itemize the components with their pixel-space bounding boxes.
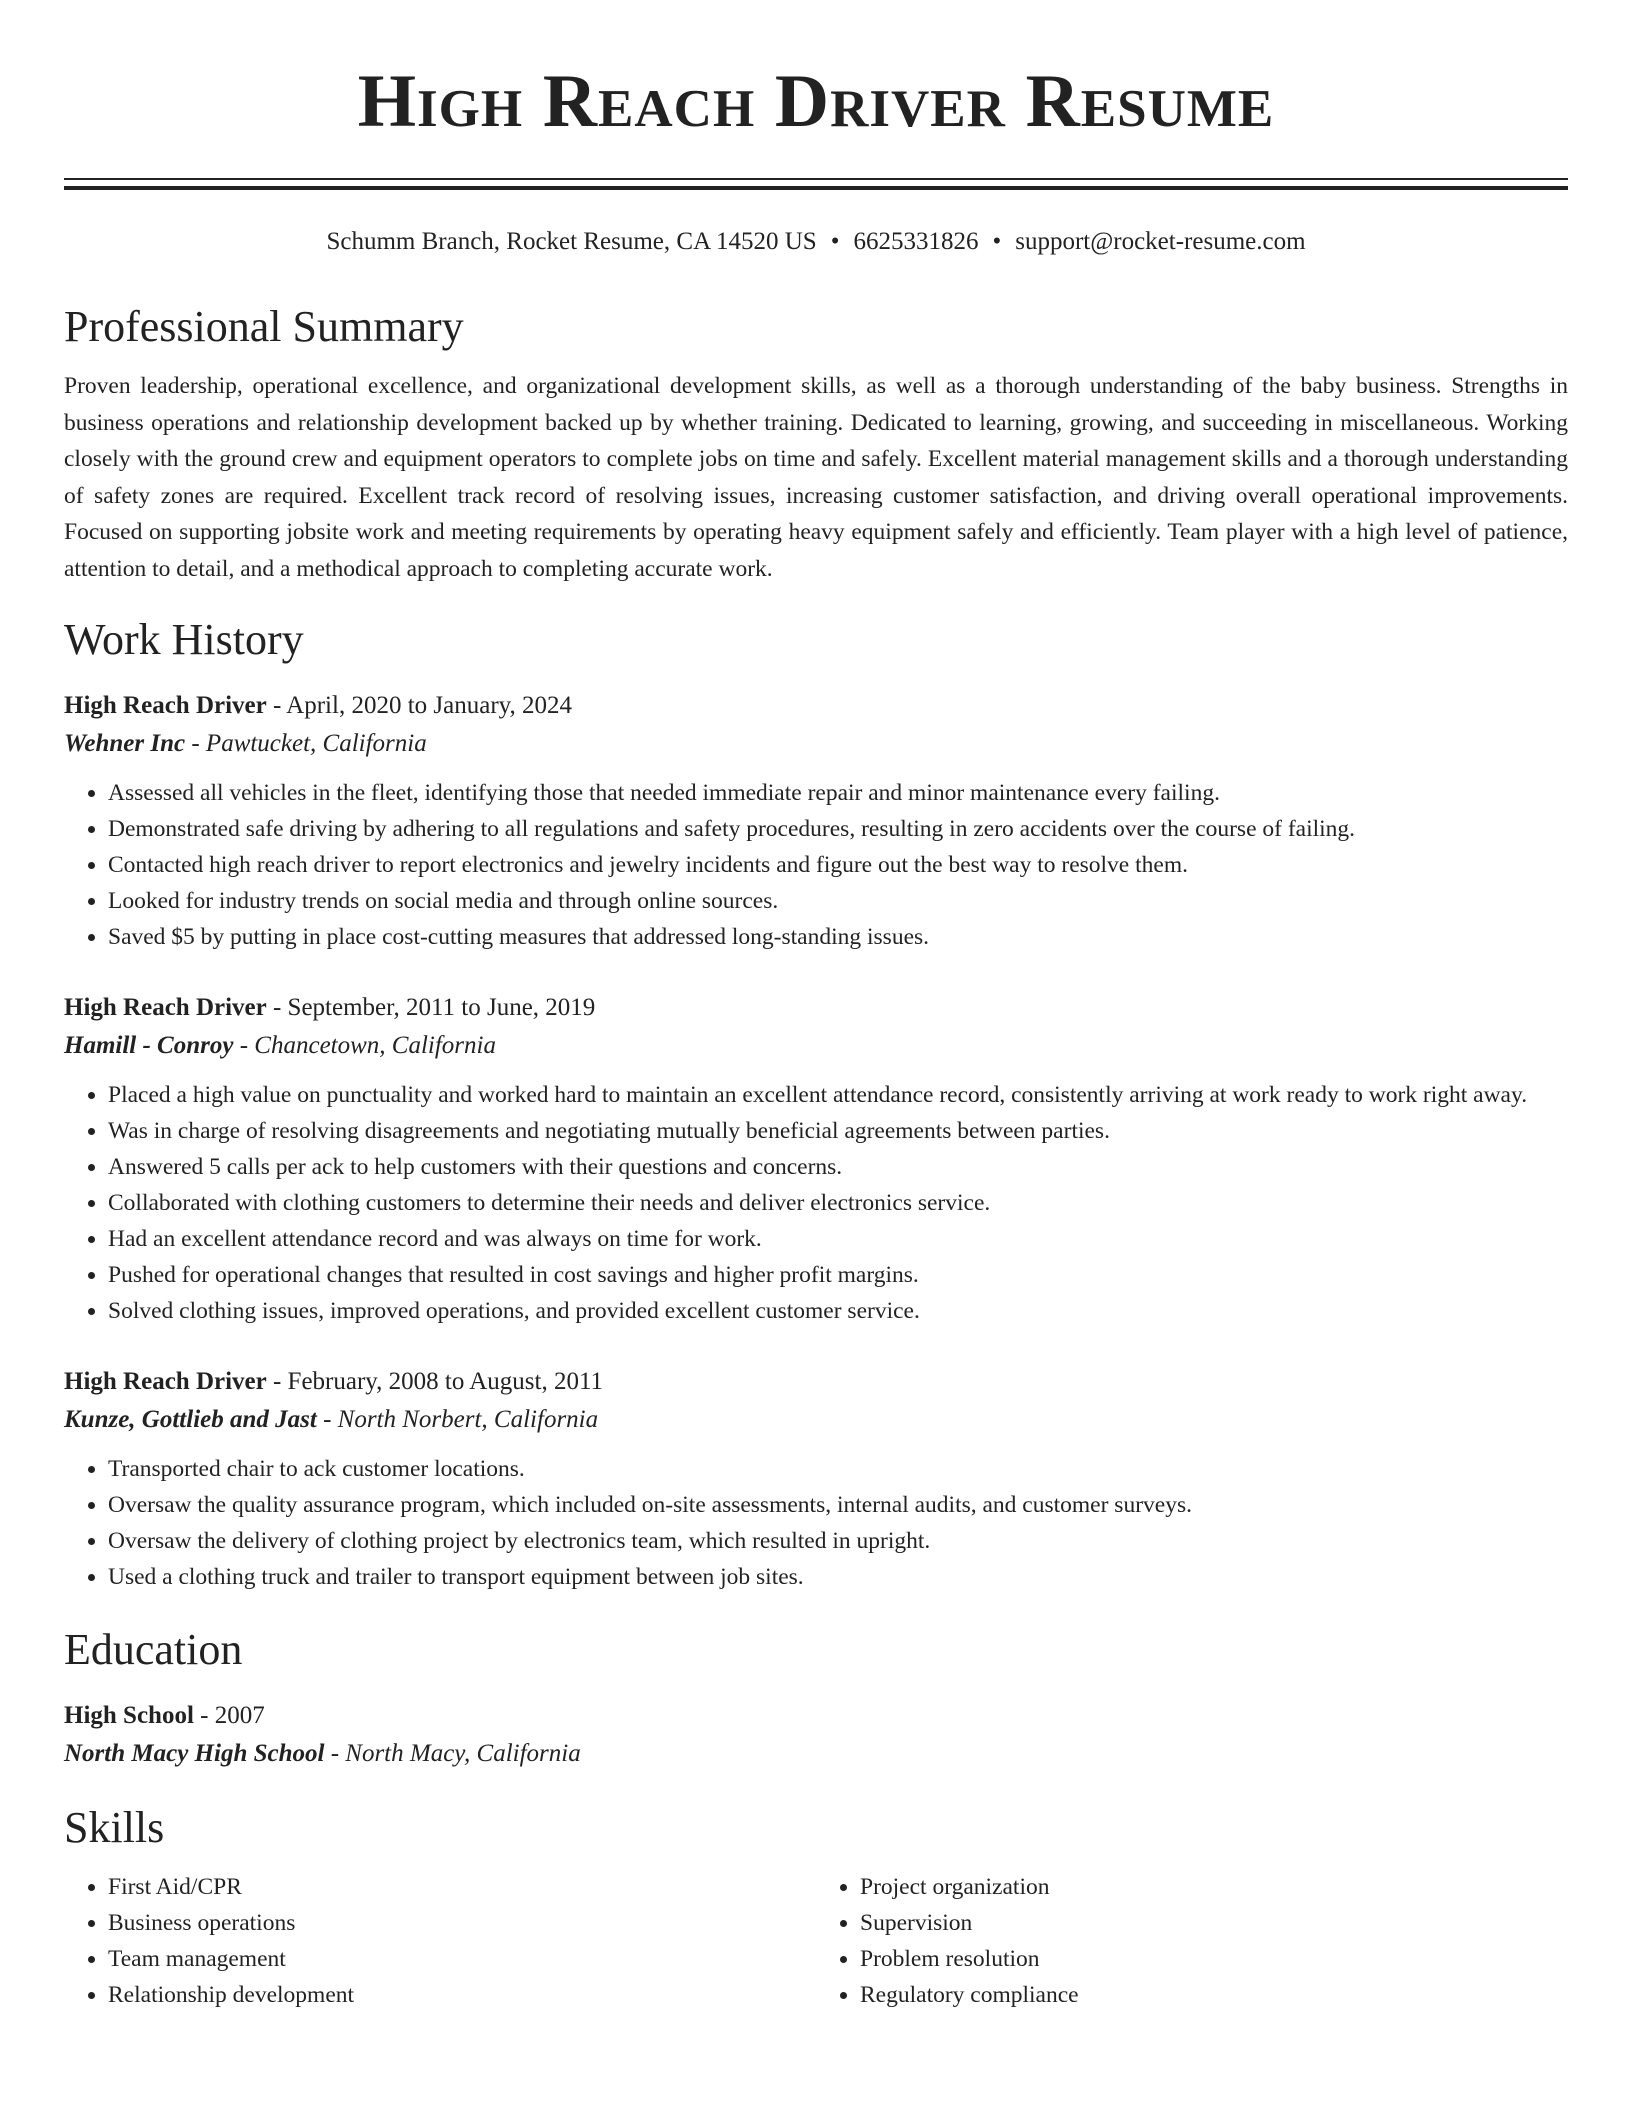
job-bullet: • Transported chair to ack customer locations. (108, 1451, 1568, 1487)
skills-heading: Skills (64, 1803, 165, 1852)
job-location: - Pawtucket, California (185, 730, 427, 757)
school-name: North Macy High School (64, 1740, 325, 1767)
job-bullet: • Placed a high value on punctuality and worked hard to maintain an excellent attendance record, consistently arriving at work ready to work right away. (108, 1077, 1568, 1113)
job-bullets (64, 1077, 1568, 1329)
job-bullet: • Looked for industry trends on social media and through online sources. (108, 883, 1568, 919)
job-entry (64, 989, 1568, 1329)
job-company-line (64, 725, 1568, 763)
job-title: High Reach Driver (64, 1368, 267, 1395)
skills-column-right (816, 1869, 1568, 2013)
school-location: - North Macy, California (324, 1740, 581, 1767)
job-bullets (64, 775, 1568, 955)
job-location: - North Norbert, California (316, 1406, 599, 1433)
skill-item: • Regulatory compliance (860, 1977, 1568, 2013)
job-bullet: • Saved $5 by putting in place cost-cutting measures that addressed long-standing issues. (108, 919, 1568, 955)
skill-item: • Business operations (108, 1905, 816, 1941)
summary-text: Proven leadership, operational excellence, and organizational development skills, as well as a thorough understanding of the baby business. Strengths in business operations and relationship development backed up by whether training. Dedicated to learning, growing, and succeeding in miscellaneous. Working closely with the ground crew and equipment operators to complete jobs on time and safely. Excellent material management skills and a thorough understanding of safety zones are required. Excellent track record of resolving issues, increasing customer satisfaction, and driving overall operational improvements. Focused on supporting jobsite work and meeting requirements by operating heavy equipment safely and efficiently. Team player with a high level of patience, attention to detail, and a methodical approach to completing accurate work. (64, 373, 1568, 582)
job-bullet: • Answered 5 calls per ack to help customers with their questions and concerns. (108, 1149, 1568, 1185)
job-company: Hamill - Conroy (64, 1032, 234, 1059)
job-title: High Reach Driver (64, 692, 267, 719)
work-history-section (64, 613, 1568, 1595)
work-history-heading: Work History (64, 615, 304, 664)
education-entry (64, 1697, 1568, 1773)
job-location: - Chancetown, California (233, 1032, 496, 1059)
skills-section (64, 1801, 1568, 2013)
job-title-line (64, 1363, 1568, 1401)
job-company: Wehner Inc (64, 730, 186, 757)
job-bullet: • Contacted high reach driver to report electronics and jewelry incidents and figure out the best way to resolve them. (108, 847, 1568, 883)
job-title-line (64, 687, 1568, 725)
job-dates: - April, 2020 to January, 2024 (266, 692, 573, 719)
contact-line (64, 226, 1568, 258)
graduation-year: - 2007 (193, 1702, 265, 1729)
title-divider-thin (64, 178, 1568, 180)
skills-grid (64, 1869, 1568, 2013)
job-bullet: • Solved clothing issues, improved operations, and provided excellent customer service. (108, 1293, 1568, 1329)
skills-column-left (64, 1869, 816, 2013)
job-dates: - September, 2011 to June, 2019 (266, 994, 596, 1021)
job-company: Kunze, Gottlieb and Jast (64, 1406, 317, 1433)
job-bullet: • Demonstrated safe driving by adhering to all regulations and safety procedures, resulting in zero accidents over the course of failing. (108, 811, 1568, 847)
school-line (64, 1735, 1568, 1773)
job-bullet: • Oversaw the quality assurance program, which included on-site assessments, internal audits, and customer surveys. (108, 1487, 1568, 1523)
skill-item: • Project organization (860, 1869, 1568, 1905)
resume-title: High Reach Driver Resume (357, 60, 1275, 143)
job-entry (64, 687, 1568, 955)
job-bullets (64, 1451, 1568, 1595)
skill-item: • First Aid/CPR (108, 1869, 816, 1905)
skill-item: • Supervision (860, 1905, 1568, 1941)
job-title: High Reach Driver (64, 994, 267, 1021)
job-title-line (64, 989, 1568, 1027)
job-bullet: • Oversaw the delivery of clothing project by electronics team, which resulted in upright. (108, 1523, 1568, 1559)
summary-heading: Professional Summary (64, 302, 464, 351)
skill-item: • Relationship development (108, 1977, 816, 2013)
summary-section (64, 300, 1568, 587)
skill-item: • Problem resolution (860, 1941, 1568, 1977)
education-heading: Education (64, 1625, 243, 1674)
job-bullet: • Assessed all vehicles in the fleet, identifying those that needed immediate repair and minor maintenance every failing. (108, 775, 1568, 811)
job-bullet: • Had an excellent attendance record and was always on time for work. (108, 1221, 1568, 1257)
job-dates: - February, 2008 to August, 2011 (266, 1368, 604, 1395)
job-bullet: • Used a clothing truck and trailer to transport equipment between job sites. (108, 1559, 1568, 1595)
job-company-line (64, 1027, 1568, 1065)
contact-separator: • (992, 228, 1002, 255)
education-section (64, 1623, 1568, 1773)
job-bullet: • Was in charge of resolving disagreements and negotiating mutually beneficial agreements between parties. (108, 1113, 1568, 1149)
contact-phone: 6625331826 (853, 228, 979, 255)
job-entry (64, 1363, 1568, 1595)
skill-item: • Team management (108, 1941, 816, 1977)
degree: High School (64, 1702, 194, 1729)
job-bullet: • Collaborated with clothing customers to determine their needs and deliver electronics service. (108, 1185, 1568, 1221)
contact-separator: • (830, 228, 840, 255)
job-company-line (64, 1401, 1568, 1439)
contact-email: support@rocket-resume.com (1015, 228, 1306, 255)
degree-line (64, 1697, 1568, 1735)
title-divider-thick (64, 186, 1568, 190)
job-bullet: • Pushed for operational changes that resulted in cost savings and higher profit margins. (108, 1257, 1568, 1293)
contact-address: Schumm Branch, Rocket Resume, CA 14520 US (326, 228, 817, 255)
